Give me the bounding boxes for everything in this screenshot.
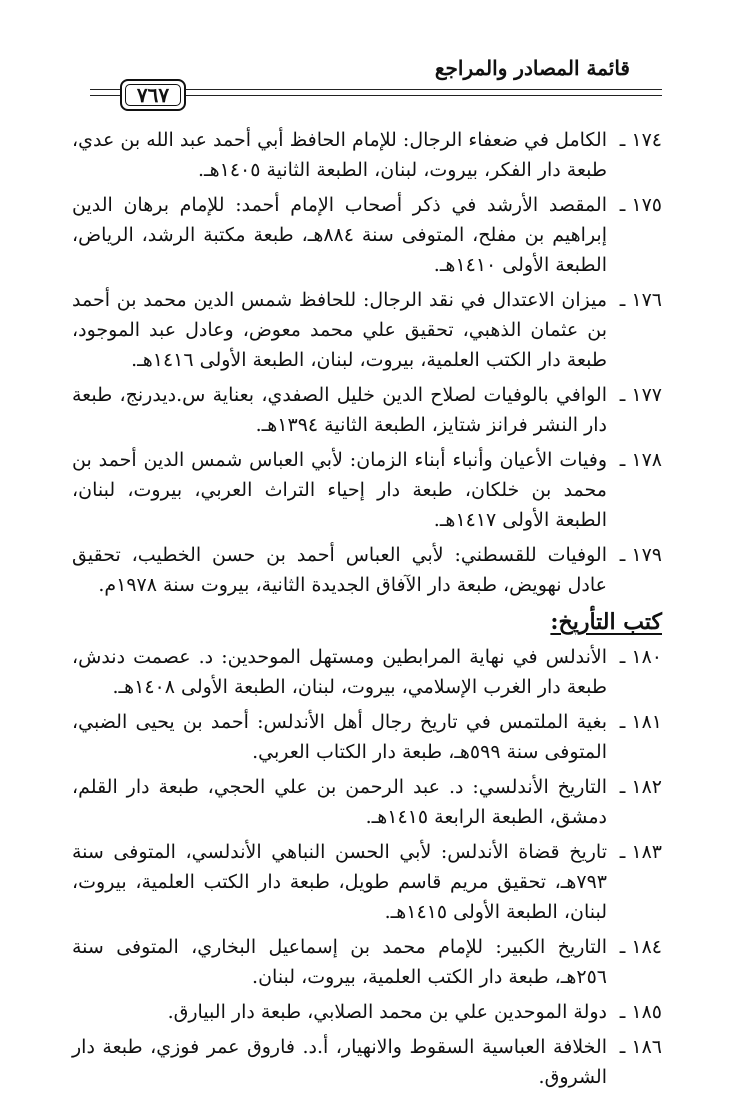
section-heading: كتب التأريخ: (550, 609, 662, 635)
entry-text: الأندلس في نهاية المرابطين ومستهل الموحدين: د. عصمت دندش، طبعة دار الغرب الإسلامي، بيروت، لبنان، الطبعة الأولى ١٤٠٨هـ. (72, 646, 607, 698)
entry-number: ١٨٠ ـ (619, 646, 662, 668)
entry-number: ١٧٤ ـ (619, 129, 662, 151)
bibliography-entry (72, 1032, 662, 1092)
entry-text: تاريخ قضاة الأندلس: لأبي الحسن النباهي الأندلسي، المتوفى سنة ٧٩٣هـ، تحقيق مريم قاسم طويل، طبعة دار الكتب العلمية، بيروت، لبنان، الطبعة الأولى ١٤١٥هـ. (72, 841, 607, 923)
entry-number: ١٨٣ ـ (619, 841, 662, 863)
entry-text: التاريخ الكبير: للإمام محمد بن إسماعيل البخاري، المتوفى سنة ٢٥٦هـ، طبعة دار الكتب العلمية، بيروت، لبنان. (72, 936, 607, 988)
entry-number: ١٧٧ ـ (619, 384, 662, 406)
entry-text: الكامل في ضعفاء الرجال: للإمام الحافظ أبي أحمد عبد الله بن عدي، طبعة دار الفكر، بيروت، لبنان، الطبعة الثانية ١٤٠٥هـ. (72, 129, 607, 181)
bibliography-entry (72, 190, 662, 280)
entry-text: الخلافة العباسية السقوط والانهيار، أ.د. فاروق عمر فوزي، طبعة دار الشروق. (72, 1036, 607, 1088)
page-number-box (120, 79, 186, 111)
entry-text: وفيات الأعيان وأنباء أبناء الزمان: لأبي العباس شمس الدين أحمد بن محمد بن خلكان، طبعة دار إحياء التراث العربي، بيروت، لبنان، الطبعة الأولى ١٤١٧هـ. (72, 449, 607, 531)
entry-text: التاريخ الأندلسي: د. عبد الرحمن بن علي الحجي، طبعة دار القلم، دمشق، الطبعة الرابعة ١٤١٥هـ. (72, 776, 607, 828)
bibliography-entry (72, 285, 662, 375)
bibliography-entry (72, 837, 662, 927)
bibliography-entry (72, 932, 662, 992)
entry-number: ١٨٢ ـ (619, 776, 662, 798)
bibliography-entry (72, 540, 662, 600)
bibliography-entry (72, 380, 662, 440)
entry-number: ١٧٦ ـ (619, 289, 662, 311)
bibliography-entry (72, 642, 662, 702)
bibliography-entry (72, 125, 662, 185)
entry-number: ١٨٥ ـ (619, 1001, 662, 1023)
entry-text: دولة الموحدين علي بن محمد الصلابي، طبعة دار البيارق. (167, 1001, 607, 1023)
entry-number: ١٨٦ ـ (619, 1036, 662, 1058)
entry-number: ١٨١ ـ (619, 711, 662, 733)
bibliography-entry (72, 772, 662, 832)
entry-text: الوافي بالوفيات لصلاح الدين خليل الصفدي، بعناية س.ديدرنج، طبعة دار النشر فرانز شتايز، الطبعة الثانية ١٣٩٤هـ. (72, 384, 607, 436)
bibliography-entry (72, 445, 662, 535)
bibliography-list (72, 125, 662, 1097)
page-header (0, 0, 752, 130)
entry-number: ١٧٥ ـ (619, 194, 662, 216)
bibliography-entry (72, 707, 662, 767)
entry-number: ١٧٩ ـ (619, 544, 662, 566)
entry-number: ١٧٨ ـ (619, 449, 662, 471)
entry-text: الوفيات للقسطني: لأبي العباس أحمد بن حسن الخطيب، تحقيق عادل نهويض، طبعة دار الآفاق الجديدة الثانية، بيروت سنة ١٩٧٨م. (72, 544, 607, 596)
entry-text: المقصد الأرشد في ذكر أصحاب الإمام أحمد: للإمام برهان الدين إبراهيم بن مفلح، المتوفى سنة ٨٨٤هـ، طبعة مكتبة الرشد، الرياض، الطبعة الأولى ١٤١٠هـ. (72, 194, 608, 276)
entry-text: بغية الملتمس في تاريخ رجال أهل الأندلس: أحمد بن يحيى الضبي، المتوفى سنة ٥٩٩هـ، طبعة دار الكتاب العربي. (72, 711, 607, 763)
page-number: ٧٦٧ (136, 83, 170, 107)
entry-number: ١٨٤ ـ (619, 936, 662, 958)
running-header-title: قائمة المصادر والمراجع (434, 56, 630, 80)
bibliography-entry (72, 997, 662, 1027)
entry-text: ميزان الاعتدال في نقد الرجال: للحافظ شمس الدين محمد بن أحمد بن عثمان الذهبي، تحقيق علي محمد معوض، وعادل عبد الموجود، طبعة دار الكتب العلمية، بيروت، لبنان، الطبعة الأولى ١٤١٦هـ. (72, 289, 607, 371)
